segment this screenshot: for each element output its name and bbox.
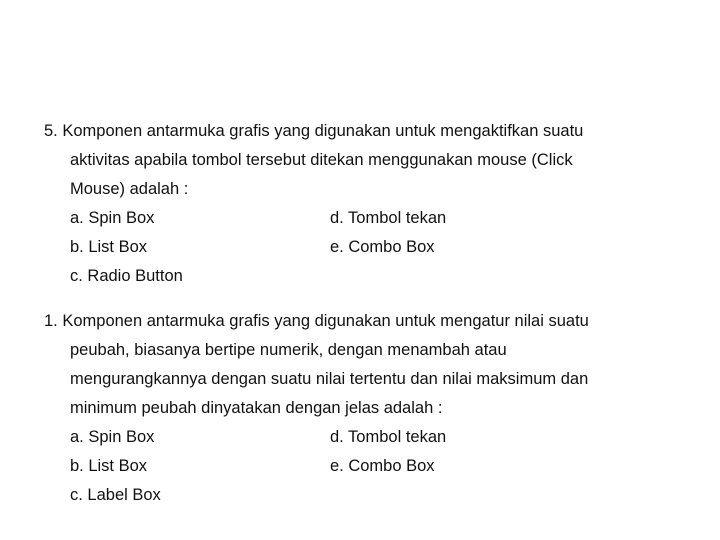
option-d: d. Tombol tekan	[330, 428, 447, 446]
question-stem-line: Mouse) adalah :	[70, 180, 189, 198]
option-row	[44, 204, 684, 233]
question-stem-line: 1. Komponen antarmuka grafis yang digunakan untuk mengatur nilai suatu	[44, 312, 589, 330]
option-c: c. Radio Button	[70, 267, 183, 285]
option-row	[44, 423, 684, 452]
option-e: e. Combo Box	[330, 238, 435, 256]
question-stem-line: minimum peubah dinyatakan dengan jelas adalah :	[70, 399, 443, 417]
option-d: d. Tombol tekan	[330, 209, 447, 227]
option-b: b. List Box	[70, 238, 148, 256]
question-stem-line: mengurangkannya dengan suatu nilai tertentu dan nilai maksimum dan	[70, 370, 589, 388]
option-e: e. Combo Box	[330, 457, 435, 475]
question-1	[44, 307, 684, 510]
option-row	[44, 262, 684, 291]
option-c: c. Label Box	[70, 486, 161, 504]
question-stem-line: aktivitas apabila tombol tersebut ditekan menggunakan mouse (Click	[70, 151, 573, 169]
option-a: a. Spin Box	[70, 209, 155, 227]
question-stem-line: peubah, biasanya bertipe numerik, dengan menambah atau	[70, 341, 507, 359]
option-row	[44, 233, 684, 262]
option-b: b. List Box	[70, 457, 148, 475]
question-stem-line: 5. Komponen antarmuka grafis yang digunakan untuk mengaktifkan suatu	[44, 122, 584, 140]
option-row	[44, 481, 684, 510]
option-a: a. Spin Box	[70, 428, 155, 446]
question-5	[44, 117, 684, 291]
option-row	[44, 452, 684, 481]
